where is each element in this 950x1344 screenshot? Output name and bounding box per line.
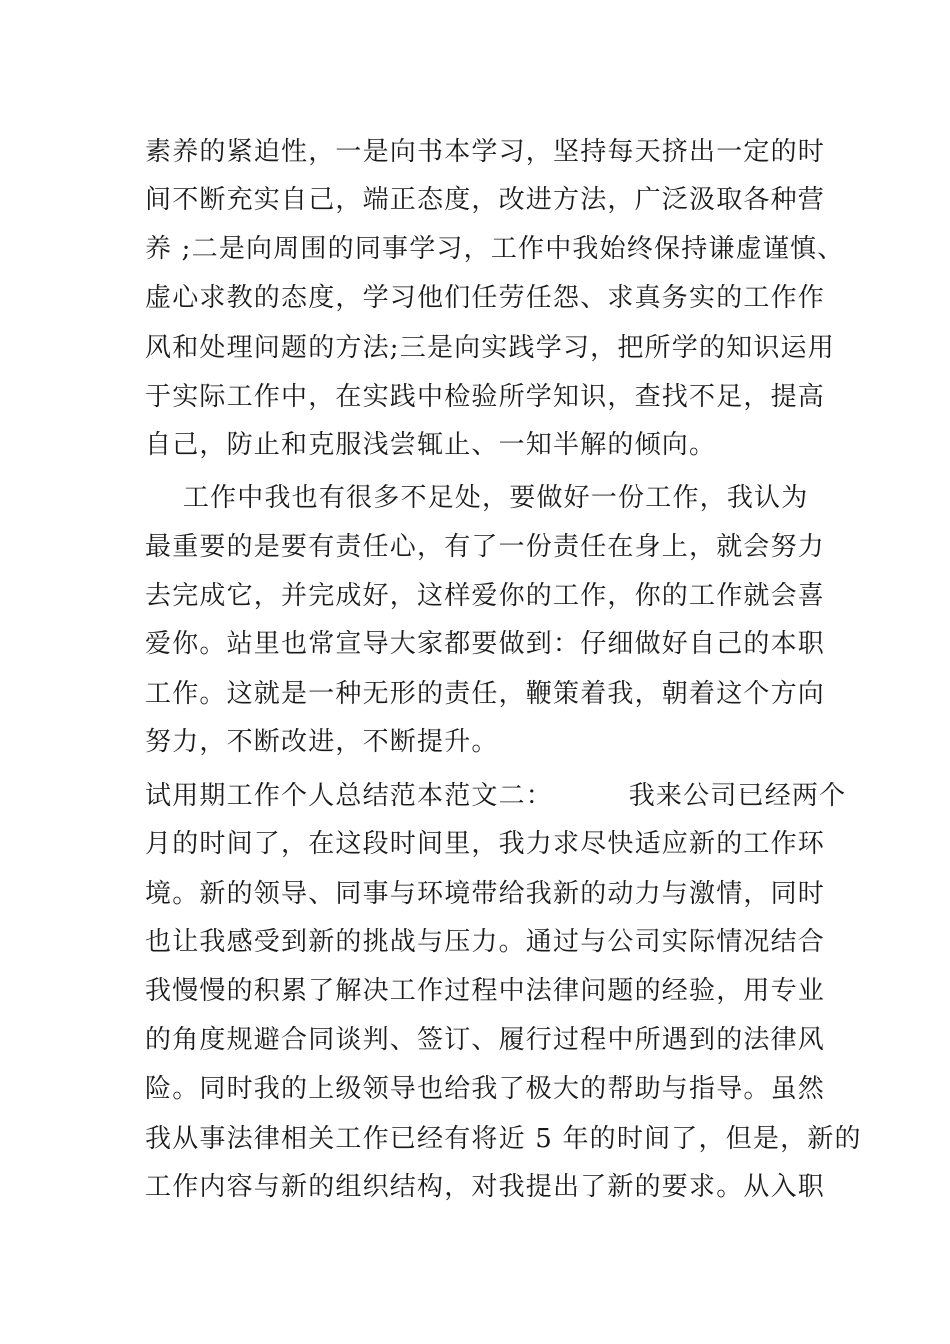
text-line: 最重要的是要有责任心，有了一份责任在身上，就会努力 bbox=[145, 532, 826, 562]
text-line: 去完成它，并完成好，这样爱你的工作，你的工作就会喜 bbox=[145, 581, 826, 611]
text-line: 工作。这就是一种无形的责任，鞭策着我，朝着这个方向 bbox=[145, 679, 826, 709]
text-line: 间不断充实自己，端正态度，改进方法，广泛汲取各种营 bbox=[145, 185, 826, 215]
text-line: 虚心求教的态度，学习他们任劳任怨、求真务实的工作作 bbox=[145, 283, 826, 313]
text-line: 努力，不断改进，不断提升。 bbox=[145, 727, 499, 757]
section-heading-line: 试用期工作个人总结范本范文二： 我来公司已经两个 bbox=[145, 781, 847, 811]
text-line: 于实际工作中，在实践中检验所学知识，查找不足，提高 bbox=[145, 382, 826, 412]
text-line: 月的时间了，在这段时间里，我力求尽快适应新的工作环 bbox=[145, 829, 826, 859]
text-line: 素养的紧迫性，一是向书本学习，坚持每天挤出一定的时 bbox=[145, 137, 826, 167]
text-line: 境。新的领导、同事与环境带给我新的动力与激情，同时 bbox=[145, 879, 826, 909]
text-line: 风和处理问题的方法;三是向实践学习，把所学的知识运用 bbox=[145, 333, 835, 363]
text-line: 自己，防止和克服浅尝辄止、一知半解的倾向。 bbox=[145, 430, 717, 460]
text-line: 也让我感受到新的挑战与压力。通过与公司实际情况结合 bbox=[145, 927, 826, 957]
text-line: 我慢慢的积累了解决工作过程中法律问题的经验，用专业 bbox=[145, 976, 826, 1006]
text-line: 险。同时我的上级领导也给我了极大的帮助与指导。虽然 bbox=[145, 1074, 826, 1104]
text-line: 的角度规避合同谈判、签订、履行过程中所遇到的法律风 bbox=[145, 1025, 826, 1055]
text-line: 爱你。站里也常宣导大家都要做到：仔细做好自己的本职 bbox=[145, 629, 826, 659]
paragraph-first-line: 工作中我也有很多不足处，要做好一份工作，我认为 bbox=[145, 483, 809, 513]
text-line: 养 ;二是向周围的同事学习，工作中我始终保持谦虚谨慎、 bbox=[145, 234, 845, 264]
text-line: 我从事法律相关工作已经有将近 5 年的时间了，但是，新的 bbox=[145, 1124, 862, 1154]
text-line: 工作内容与新的组织结构，对我提出了新的要求。从入职 bbox=[145, 1172, 826, 1202]
